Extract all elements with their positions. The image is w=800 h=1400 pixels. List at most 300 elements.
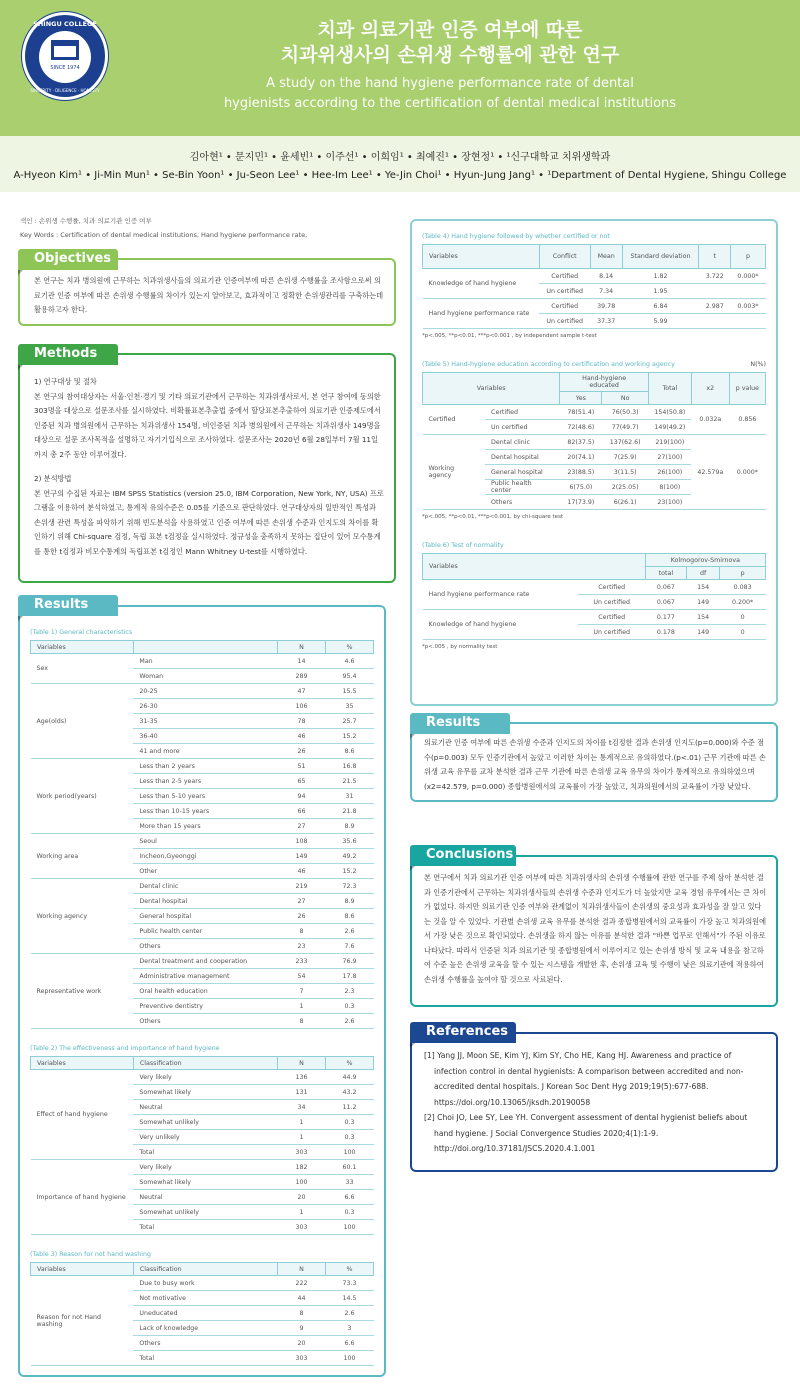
table-cell: 7.6 xyxy=(325,939,373,954)
table6-header: total xyxy=(645,567,686,580)
table-cell: 6.6 xyxy=(325,1336,373,1351)
table-cell: 60.1 xyxy=(325,1160,373,1175)
table-cell: Un certified xyxy=(578,625,645,640)
references-heading: References xyxy=(410,1022,516,1043)
table-cell: 8(100) xyxy=(648,480,691,495)
row-group-label: Importance of hand hygiene xyxy=(31,1160,134,1235)
logo-motto: SINCERITY · DILIGENCE · HONESTY xyxy=(30,88,100,93)
table1-header: Variables xyxy=(31,641,134,654)
table-cell: 72(48.6) xyxy=(560,420,602,435)
table-cell: 3(11.5) xyxy=(602,465,648,480)
table-cell: Certified xyxy=(578,610,645,625)
table-cell: Total xyxy=(133,1220,277,1235)
logo-since: SINCE 1974 xyxy=(50,65,80,71)
table-cell: 15.5 xyxy=(325,684,373,699)
table6-note: *p<.005 , by normality test xyxy=(422,644,498,650)
table1-header xyxy=(133,641,277,654)
title-ko-line1: 치과 의료기관 인증 여부에 따른 xyxy=(317,19,583,41)
table6-header: Variables xyxy=(423,554,646,580)
table-cell: 0.3 xyxy=(325,1115,373,1130)
table-cell: 37.37 xyxy=(590,314,622,329)
table-cell: 14.5 xyxy=(325,1291,373,1306)
table5-education-agency xyxy=(422,372,766,510)
table-cell: Dental hospital xyxy=(133,894,277,909)
title-korean xyxy=(150,18,750,68)
table-cell: 49.2 xyxy=(325,849,373,864)
table-cell: 94 xyxy=(277,789,325,804)
table-cell: 26 xyxy=(277,909,325,924)
table-cell: 77(49.7) xyxy=(602,420,648,435)
table-cell: Not motivative xyxy=(133,1291,277,1306)
title-english xyxy=(150,74,750,114)
table-cell: Certified xyxy=(539,299,590,314)
table-cell: 66 xyxy=(277,804,325,819)
table-cell: 303 xyxy=(277,1220,325,1235)
table-row xyxy=(31,954,374,969)
table-cell: 27 xyxy=(277,819,325,834)
table-cell: 6(75.0) xyxy=(560,480,602,495)
table-cell: Oral health education xyxy=(133,984,277,999)
table-cell: Preventive dentistry xyxy=(133,999,277,1014)
methods-subheading-2: 2) 분석방법 xyxy=(34,474,72,483)
table-cell: 106 xyxy=(277,699,325,714)
table-cell: 0 xyxy=(720,610,766,625)
table-cell: 15.2 xyxy=(325,864,373,879)
table-cell: 8.9 xyxy=(325,819,373,834)
table-cell: 41 and more xyxy=(133,744,277,759)
logo-emblem xyxy=(39,31,91,83)
table2-header: N xyxy=(277,1057,325,1070)
table-cell: 2.6 xyxy=(325,1306,373,1321)
results-tables-section xyxy=(18,605,386,1377)
table-cell: 1 xyxy=(277,999,325,1014)
table-cell: 0.177 xyxy=(645,610,686,625)
college-logo xyxy=(22,12,108,100)
table-cell: Incheon,Gyeonggi xyxy=(133,849,277,864)
table-row xyxy=(31,834,374,849)
table-cell: 39.78 xyxy=(590,299,622,314)
table-cell: Less than 2 years xyxy=(133,759,277,774)
table-cell: 100 xyxy=(325,1145,373,1160)
table-cell: Dental clinic xyxy=(133,879,277,894)
row-group-label: Working agency xyxy=(423,435,486,510)
table-cell: Administrative management xyxy=(133,969,277,984)
row-group-label: Work period(years) xyxy=(31,759,134,834)
results-heading-right: Results xyxy=(410,713,510,734)
table-cell: Somewhat likely xyxy=(133,1085,277,1100)
table-cell: 4.6 xyxy=(325,654,373,669)
table-cell: Somewhat likely xyxy=(133,1175,277,1190)
table-cell: Due to busy work xyxy=(133,1276,277,1291)
table-cell: 149 xyxy=(687,595,720,610)
table-cell: 1.82 xyxy=(622,269,699,284)
table-cell: Others xyxy=(133,1336,277,1351)
table5-caption: (Table 5) Hand-hygiene education according to certification and working agency xyxy=(422,361,675,368)
table-cell: 76.9 xyxy=(325,954,373,969)
table5-unit: N(%) xyxy=(750,361,766,368)
logo-name: SHINGU COLLEGE xyxy=(33,20,97,28)
table-cell: 43.2 xyxy=(325,1085,373,1100)
table-cell: 44.9 xyxy=(325,1070,373,1085)
table-cell: 0.067 xyxy=(645,595,686,610)
table-cell: 76(50.3) xyxy=(602,405,648,420)
table-cell: 33 xyxy=(325,1175,373,1190)
stat-cell: 0.003* xyxy=(731,299,766,314)
table6-caption: (Table 6) Test of normality xyxy=(422,542,504,549)
objectives-text: 본 연구는 치과 병의원에 근무하는 치과위생사들의 의료기관 인증여부에 따른 손위생 수행률을 조사함으로써 의료기관 인증 여부에 따른 손위생 수행률의 차이가 있는지 알아보고, 효과적이고 정확한 손위생관리를 구축하는데 활용하고자 한다. xyxy=(34,276,384,314)
table-cell: Woman xyxy=(133,669,277,684)
table-row xyxy=(31,684,374,699)
table-cell: 0.3 xyxy=(325,1205,373,1220)
table4-hand-hygiene-certified xyxy=(422,244,766,329)
table-cell: 8 xyxy=(277,1014,325,1029)
title-en-line2: hygienists according to the certification of dental medical institutions xyxy=(223,96,677,111)
table2-header: Variables xyxy=(31,1057,134,1070)
table4-note: *p<.005, **p<0.01, ***p<0.001 , by independent sample t-test xyxy=(422,333,597,339)
table-cell: Un certified xyxy=(539,314,590,329)
table-cell: Lack of knowledge xyxy=(133,1321,277,1336)
stat-cell: 2.987 xyxy=(699,299,731,314)
reference-item: [2] Choi JO, Lee SY, Lee YH. Convergent assessment of dental hygienist beliefs about hand hygiene. J Social Convergence Studies 2020;4(1):1-9. http://doi.org/10.37181/JSCS.2020.4.1.001 xyxy=(424,1113,748,1153)
table-cell: 149 xyxy=(687,625,720,640)
table-cell: 20 xyxy=(277,1336,325,1351)
table-cell: 23 xyxy=(277,939,325,954)
table-cell: Less than 2-5 years xyxy=(133,774,277,789)
table-cell: 100 xyxy=(325,1220,373,1235)
table-cell: 65 xyxy=(277,774,325,789)
methods-heading: Methods xyxy=(18,344,118,365)
table-cell: Other xyxy=(133,864,277,879)
table-cell: 20 xyxy=(277,1190,325,1205)
table-cell: 72.3 xyxy=(325,879,373,894)
table3-header: N xyxy=(277,1263,325,1276)
row-group-label: Knowledge of hand hygiene xyxy=(423,269,540,299)
table-cell: Dental treatment and cooperation xyxy=(133,954,277,969)
table-cell: Seoul xyxy=(133,834,277,849)
table3-reason-not-washing xyxy=(30,1262,374,1366)
table-cell: 0.200* xyxy=(720,595,766,610)
table-cell: 289 xyxy=(277,669,325,684)
row-group-label: Hand hygiene performance rate xyxy=(423,580,579,610)
table-cell: 6(26.1) xyxy=(602,495,648,510)
table-cell: 7.34 xyxy=(590,284,622,299)
table-cell: General hospital xyxy=(133,909,277,924)
stat-cell: 0.000* xyxy=(729,435,765,510)
table-cell: Dental hospital xyxy=(485,450,560,465)
table1-header: N xyxy=(277,641,325,654)
table-cell: 303 xyxy=(277,1351,325,1366)
table-cell: 0.067 xyxy=(645,580,686,595)
table-cell: 2(25.05) xyxy=(602,480,648,495)
table-cell: Somewhat unlikely xyxy=(133,1115,277,1130)
methods-subheading-1: 1) 연구대상 및 절차 xyxy=(34,377,97,386)
results-heading-left: Results xyxy=(18,595,118,616)
table1-general-characteristics xyxy=(30,640,374,1029)
table5-header: Variables xyxy=(423,373,560,405)
table3-caption: (Table 3) Reason for not hand washing xyxy=(30,1251,151,1258)
table-cell: 51 xyxy=(277,759,325,774)
table-cell: 46 xyxy=(277,864,325,879)
table3-header: % xyxy=(325,1263,373,1276)
table-cell: 17.8 xyxy=(325,969,373,984)
table-cell: 21.8 xyxy=(325,804,373,819)
table5-header: Total xyxy=(648,373,691,405)
empty-cell xyxy=(731,284,766,299)
table-cell: Public health center xyxy=(485,480,560,495)
table-cell: 36-40 xyxy=(133,729,277,744)
table-cell: 8.9 xyxy=(325,894,373,909)
empty-cell xyxy=(731,314,766,329)
table-row xyxy=(31,759,374,774)
table4-header: Variables xyxy=(423,245,540,269)
table-row xyxy=(423,299,766,314)
table-cell: Somewhat unlikely xyxy=(133,1205,277,1220)
table-cell: 78(51.4) xyxy=(560,405,602,420)
table-cell: 15.2 xyxy=(325,729,373,744)
table-cell: 5.99 xyxy=(622,314,699,329)
empty-cell xyxy=(699,284,731,299)
table-cell: 8 xyxy=(277,924,325,939)
row-group-label: Working area xyxy=(31,834,134,879)
table-cell: 149(49.2) xyxy=(648,420,691,435)
table-cell: Certified xyxy=(485,405,560,420)
table-cell: 233 xyxy=(277,954,325,969)
table-cell: 35 xyxy=(325,699,373,714)
table-cell: Very likely xyxy=(133,1070,277,1085)
table-cell: 154 xyxy=(687,610,720,625)
stat-cell: 3.722 xyxy=(699,269,731,284)
table-cell: Neutral xyxy=(133,1100,277,1115)
table-cell: 14 xyxy=(277,654,325,669)
table-cell: Public health center xyxy=(133,924,277,939)
table-cell: 34 xyxy=(277,1100,325,1115)
title-en-line1: A study on the hand hygiene performance rate of dental xyxy=(266,76,634,91)
building-icon xyxy=(51,40,79,60)
table-row xyxy=(31,879,374,894)
row-group-label: Knowledge of hand hygiene xyxy=(423,610,579,640)
table-cell: 108 xyxy=(277,834,325,849)
table-row xyxy=(423,405,766,420)
table-cell: 0.3 xyxy=(325,999,373,1014)
table-cell: 149 xyxy=(277,849,325,864)
table-cell: Un certified xyxy=(485,420,560,435)
table6-header: Kolmogorov-Smirnova xyxy=(645,554,765,567)
table-cell: 100 xyxy=(325,1351,373,1366)
row-group-label: Hand hygiene performance rate xyxy=(423,299,540,329)
table-cell: 95.4 xyxy=(325,669,373,684)
table-cell: 47 xyxy=(277,684,325,699)
table-row xyxy=(423,580,766,595)
table-cell: 1 xyxy=(277,1205,325,1220)
table-cell: Less than 10-15 years xyxy=(133,804,277,819)
table4-header: t xyxy=(699,245,731,269)
table-cell: 25.7 xyxy=(325,714,373,729)
authors-korean: 김아현¹ • 문지민¹ • 윤세빈¹ • 이주선¹ • 이희임¹ • 최예진¹ • 장현정¹ • ¹신구대학교 치위생학과 xyxy=(189,152,611,163)
authors-english: A-Hyeon Kim¹ • Ji-Min Mun¹ • Se-Bin Yoon¹ • Ju-Seon Lee¹ • Hee-Im Lee¹ • Ye-Jin Choi¹ • Hyun-Jung Jang¹ • ¹Department of Dental Hygiene, Shingu College xyxy=(13,170,787,181)
table-cell: 82(37.5) xyxy=(560,435,602,450)
table4-header: Standard deviation xyxy=(622,245,699,269)
references-section xyxy=(410,1032,778,1172)
table-cell: 21.5 xyxy=(325,774,373,789)
table-cell: 17(73.9) xyxy=(560,495,602,510)
table-cell: 23(88.5) xyxy=(560,465,602,480)
table-cell: Uneducated xyxy=(133,1306,277,1321)
conclusions-text: 본 연구에서 치과 의료기관 인증 여부에 따른 치과위생사의 손위생 수행률에 관한 연구를 주제 삼아 분석한 결과 인증기관에서 근무하는 치과위생사들의 손위생 수준과 인지도가 더 높았지만 교육 경험 유무에서는 큰 차이가 없었다. 하지만 의료기관 인증 여부와 관계없이 치과위생사들이 손위생의 중요성과 효과성을 잘 알고 있다는 것을 알 수 있었다. 기관별 손위생 교육 유무를 분석한 결과 종합병원에서의 교육률이 가장 높고 치과의원에서 가장 낮은 것으로 확인되었다. 손위생을 하지 않는 이유를 분석한 결과 "바쁜 업무로 인해서"가 주된 이유로 나타났다. 따라서 인증된 치과 의료기관 및 종합병원에서 이루어지고 있는 손위생 방식 및 교육 내용을 참고하여 수준 높은 손위생 교육을 할 수 있는 시스템을 개발한 후, 손위생 교육 및 수행이 낮은 의료기관에 적용하여 손위생 수행률을 높여야 할 것으로 사료된다. xyxy=(424,873,767,984)
title-ko-line2: 치과위생사의 손위생 수행률에 관한 연구 xyxy=(280,44,620,66)
table2-header: Classification xyxy=(133,1057,277,1070)
table-cell: Very unlikely xyxy=(133,1130,277,1145)
table-cell: 154(50.8) xyxy=(648,405,691,420)
table5-caption-row xyxy=(422,361,766,368)
table5-note: *p<.005, **p<0.01, ***p<0.001, by chi-square test xyxy=(422,514,564,520)
table-cell: 73.3 xyxy=(325,1276,373,1291)
stat-cell: 0.032a xyxy=(691,405,729,435)
table-cell: More than 15 years xyxy=(133,819,277,834)
keywords-korean: 색인 : 손위생 수행률, 치과 의료기관 인증 여부 xyxy=(20,217,152,225)
table-cell: 0 xyxy=(720,625,766,640)
table-cell: 8 xyxy=(277,1306,325,1321)
stat-cell: 42.579a xyxy=(691,435,729,510)
table-row xyxy=(423,610,766,625)
table-cell: Very likely xyxy=(133,1160,277,1175)
objectives-heading: Objectives xyxy=(18,249,118,270)
table5-header: No xyxy=(602,392,648,405)
table-cell: Others xyxy=(485,495,560,510)
table2-caption: (Table 2) The effectiveness and importance of hand hygiene xyxy=(30,1045,220,1052)
table-row xyxy=(423,269,766,284)
row-group-label: Effect of hand hygiene xyxy=(31,1070,134,1160)
table-row xyxy=(31,1276,374,1291)
table-cell: 0.083 xyxy=(720,580,766,595)
table4-header: Mean xyxy=(590,245,622,269)
table-cell: 31 xyxy=(325,789,373,804)
results-summary-text: 의료기관 인증 여부에 따른 손위생 수준과 인지도의 차이를 t검정한 결과 손위생 인지도(p=0.000)와 수준 점수(p=0.003) 모두 인증기관에서 높았고 이러한 차이는 통계적으로 유의하였다.(p<.01) 근무 기관에 따른 손위생 교육 유무를 교차 분석한 결과 근무 기관에 따른 손위생 교육 유무의 차이가 통계적으로 유의하였으며(x2=42.579, p=0.000) 종합병원에서의 교육률이 가장 높았고, 치과의원에서의 교육률이 가장 낮았다. xyxy=(424,738,766,791)
stat-cell: 0.856 xyxy=(729,405,765,435)
table-cell: Others xyxy=(133,939,277,954)
table6-header: df xyxy=(687,567,720,580)
table2-header: % xyxy=(325,1057,373,1070)
table-cell: 8.14 xyxy=(590,269,622,284)
methods-section xyxy=(18,353,396,583)
table-cell: 131 xyxy=(277,1085,325,1100)
table-cell: 219 xyxy=(277,879,325,894)
table-row xyxy=(31,1160,374,1175)
table-cell: Less than 5-10 years xyxy=(133,789,277,804)
table-cell: 7(25.9) xyxy=(602,450,648,465)
table6-normality xyxy=(422,553,766,640)
table-cell: 6.6 xyxy=(325,1190,373,1205)
table-cell: 2.6 xyxy=(325,1014,373,1029)
table-cell: 20-25 xyxy=(133,684,277,699)
table-cell: Total xyxy=(133,1145,277,1160)
table-cell: 44 xyxy=(277,1291,325,1306)
conclusions-section xyxy=(410,855,778,1007)
row-group-label: Representative work xyxy=(31,954,134,1029)
table2-effectiveness-importance xyxy=(30,1056,374,1235)
row-group-label: Age(olds) xyxy=(31,684,134,759)
table-cell: 20(74.1) xyxy=(560,450,602,465)
table-cell: 54 xyxy=(277,969,325,984)
table1-caption: (Table 1) General characteristics xyxy=(30,629,133,636)
table-cell: 8.6 xyxy=(325,744,373,759)
table-cell: 7 xyxy=(277,984,325,999)
table-cell: 0.3 xyxy=(325,1130,373,1145)
table-cell: 6.84 xyxy=(622,299,699,314)
row-group-label: Working agency xyxy=(31,879,134,954)
methods-paragraph-1: 본 연구의 참여대상자는 서울·인천·경기 및 기타 의료기관에서 근무하는 치과위생사로서, 본 연구 참여에 동의한 303명을 대상으로 설문조사를 실시하였다. 비확률표본추출법 중에서 할당표본추출하여 의료기관 인증제도에서 인증된 치과 병의원에서 근무하는 치과위생사 154명, 비인증된 치과 병의원에서 근무하는 치과위생사 149명을 대상으로 설문 조사목적을 설명하고 자기기입식으로 조사하였다. 설문조사는 2020년 6월 28일부터 7월 11일까지 총 2주 동안 이루어졌다. xyxy=(34,391,381,459)
table-cell: 100 xyxy=(277,1175,325,1190)
table-cell: 222 xyxy=(277,1276,325,1291)
table-cell: 27(100) xyxy=(648,450,691,465)
table5-header: p value xyxy=(729,373,765,405)
methods-paragraph-2: 본 연구의 수집된 자료는 IBM SPSS Statistics (version 25.0, IBM Corporation, New York, NY, USA) 프로그램을 이용하여 분석하였고, 통계적 유의수준은 0.05를 기준으로 판단하였다. 연구대상자의 일반적인 특성과 손위생 관련 특성을 파악하기 위해 빈도분석을 사용하였고 인증 여부에 따른 손위생 수준과 인지도의 차이를 확인하기 위해 Chi-square 검정, 독립 표본 t검정을 실시하였다. 정규성을 충족하지 못하는 집단이 있어 모수통계를 통한 t검정과 비모수통계의 독립표본 t검정인 Mann Whitney U-test를 시행하였다. xyxy=(34,488,384,556)
statistics-tables-section xyxy=(410,219,778,706)
authors-band xyxy=(0,136,800,192)
table-cell: General hospital xyxy=(485,465,560,480)
table-row xyxy=(423,435,766,450)
table4-caption: (Table 4) Hand hygiene followed by whether certified or not xyxy=(422,233,610,240)
stat-cell: 0.000* xyxy=(731,269,766,284)
table-cell: 182 xyxy=(277,1160,325,1175)
table-cell: Dental clinic xyxy=(485,435,560,450)
table-cell: 11.2 xyxy=(325,1100,373,1115)
table-row xyxy=(31,654,374,669)
table6-header: p xyxy=(720,567,766,580)
table-cell: 26 xyxy=(277,744,325,759)
table-cell: Un certified xyxy=(578,595,645,610)
table-cell: 78 xyxy=(277,714,325,729)
empty-cell xyxy=(699,314,731,329)
table-cell: Total xyxy=(133,1351,277,1366)
table-cell: 9 xyxy=(277,1321,325,1336)
table3-header: Classification xyxy=(133,1263,277,1276)
table-cell: 1 xyxy=(277,1130,325,1145)
table5-header: Yes xyxy=(560,392,602,405)
table1-header: % xyxy=(325,641,373,654)
table4-header: Conflict xyxy=(539,245,590,269)
table-cell: 1.95 xyxy=(622,284,699,299)
table-cell: 303 xyxy=(277,1145,325,1160)
results-summary-section xyxy=(410,722,778,802)
table-cell: 35.6 xyxy=(325,834,373,849)
table-cell: 3 xyxy=(325,1321,373,1336)
reference-item: [1] Yang JJ, Moon SE, Kim YJ, Kim SY, Cho HE, Kang HJ. Awareness and practice of infection control in dental hygienists: A comparison between accredited and non-accredited dental hospitals. J Korean Soc Dent Hyg 2019;19(5):677-688. https://doi.org/10.13065/jksdh.20190058 xyxy=(424,1051,744,1107)
row-group-label: Certified xyxy=(423,405,486,435)
table-row xyxy=(31,1070,374,1085)
table-cell: 27 xyxy=(277,894,325,909)
table-cell: 26-30 xyxy=(133,699,277,714)
table-cell: Man xyxy=(133,654,277,669)
table-cell: Un certified xyxy=(539,284,590,299)
table5-header: Hand-hygiene educated xyxy=(560,373,649,392)
keywords-english: Key Words : Certification of dental medical institutions, Hand hygiene performance rate, xyxy=(20,231,308,239)
row-group-label: Sex xyxy=(31,654,134,684)
table-cell: Certified xyxy=(578,580,645,595)
row-group-label: Reason for not Hand washing xyxy=(31,1276,134,1366)
table-cell: Others xyxy=(133,1014,277,1029)
table-cell: 26(100) xyxy=(648,465,691,480)
table-cell: 219(100) xyxy=(648,435,691,450)
table-cell: 8.6 xyxy=(325,909,373,924)
table-cell: 2.6 xyxy=(325,924,373,939)
table4-header: p xyxy=(731,245,766,269)
table-cell: 16.8 xyxy=(325,759,373,774)
table-cell: 136 xyxy=(277,1070,325,1085)
table-cell: 154 xyxy=(687,580,720,595)
table-cell: Certified xyxy=(539,269,590,284)
table-cell: 23(100) xyxy=(648,495,691,510)
table-cell: 46 xyxy=(277,729,325,744)
